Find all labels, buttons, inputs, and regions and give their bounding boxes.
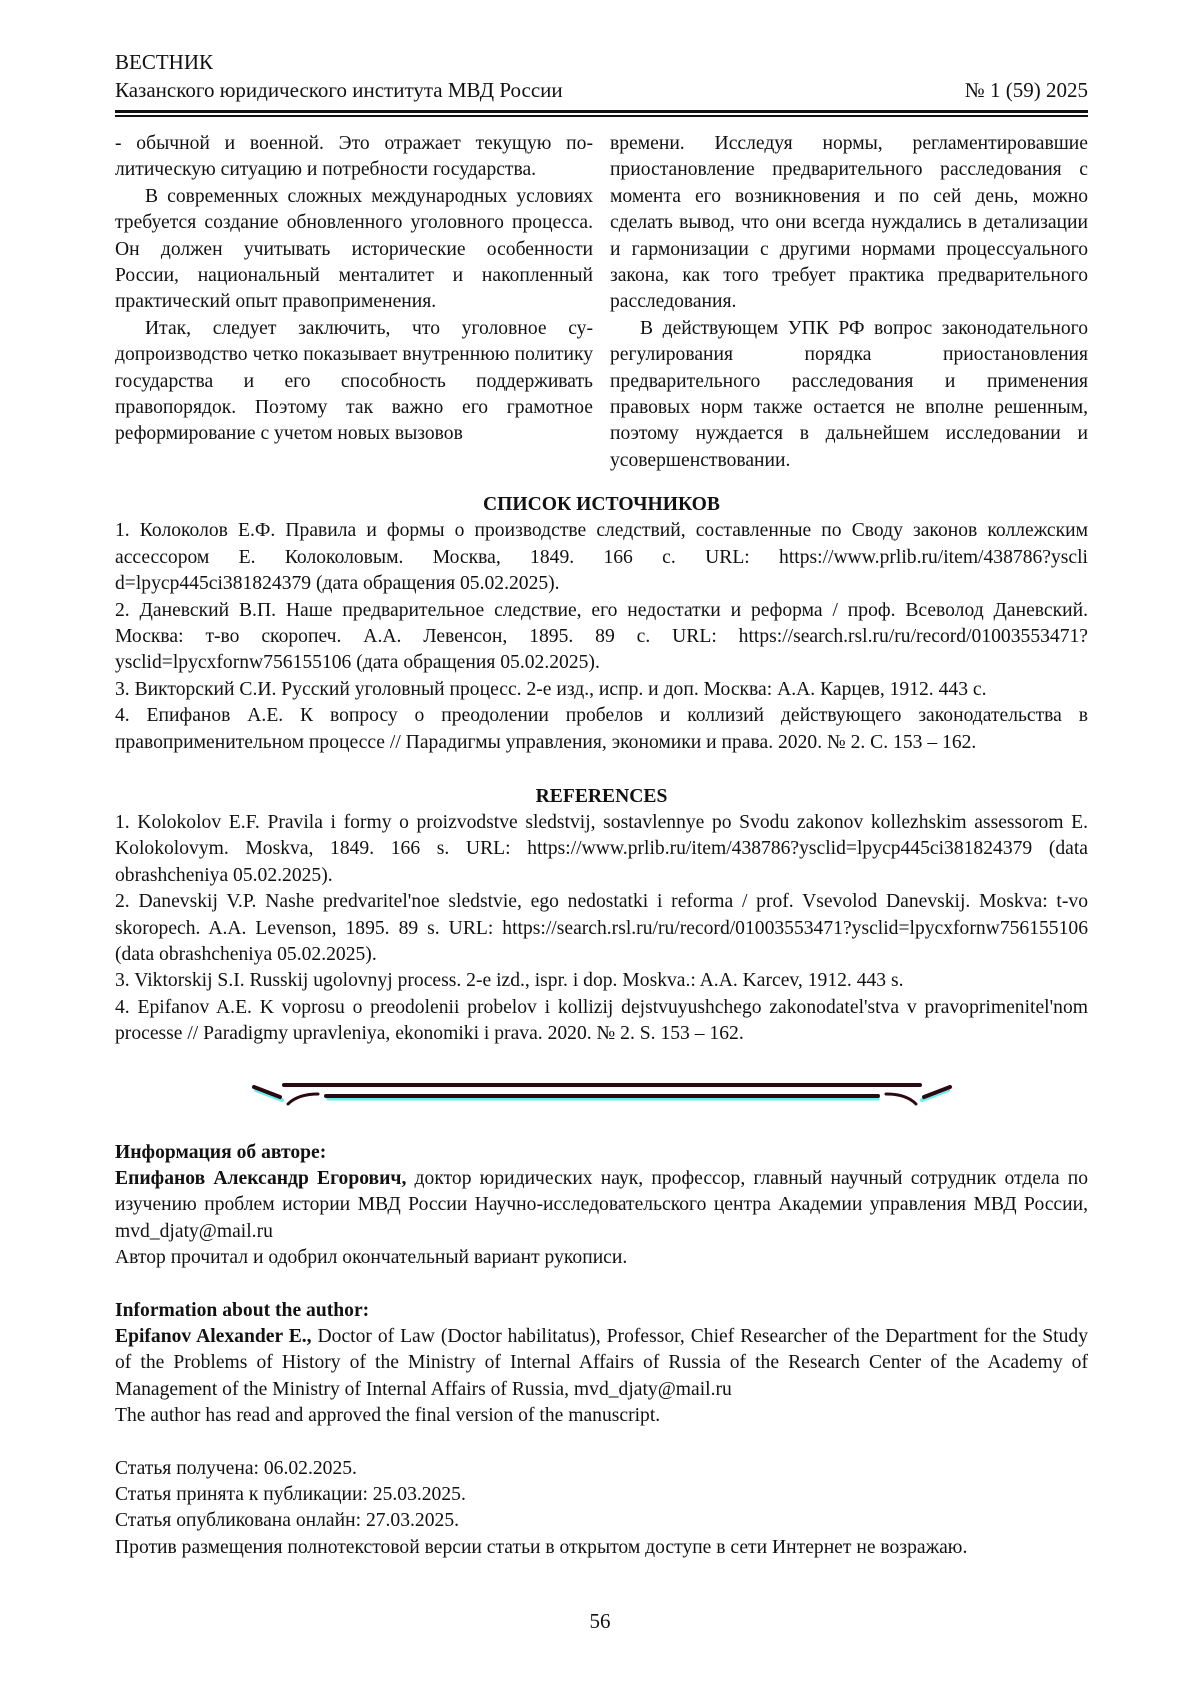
source-item: 3. Викторский С.И. Русский уголовный процесс. 2-е изд., испр. и доп. Москва: А.А. Карцев, 1912. 443 с. bbox=[115, 678, 987, 700]
author-info-heading: Информация об авторе: bbox=[115, 1141, 327, 1163]
author-details: Doctor of Law (Doctor habilitatus), Professor, Chief Researcher of the Department for the Study of the Problems of History of the Ministry of Internal Affairs of Russia of the Research Center of the Academy of Management of the Ministry of Internal Affairs of Russia, mvd_djaty@mail.ru bbox=[115, 1326, 1088, 1400]
source-item: 1. Колоколов Е.Ф. Правила и формы о производстве следствий, составленные по Своду законов коллежским ассессором Е. Колоколовым. Москва, 1849. 166 с. URL: https://www.prlib.ru/item/438786?yscli​d=lpycp445ci381824379 (дата обращения 05.02.2025). bbox=[115, 520, 1088, 595]
page-number: 56 bbox=[589, 1609, 611, 1633]
author-info-ru bbox=[115, 1140, 1088, 1272]
date-accepted: Статья принята к публикации: 25.03.2025. bbox=[115, 1484, 466, 1506]
reference-item: 2. Danevskij V.P. Nashe predvaritel'noe sledstvie, ego nedostatki i reforma / prof. Vsevolod Danevskij. Moskva: t-vo skoropech. A.A. Levenson, 1895. 89 s. URL: https://search.rsl.ru/ru/record/01003553471?yscli​d=lpycxfornw756155106 (data obrashcheniya 05.02.2025). bbox=[115, 891, 1088, 965]
sources-heading: СПИСОК ИСТОЧНИКОВ bbox=[483, 494, 720, 516]
sources-list bbox=[115, 518, 1088, 756]
date-received: Статья получена: 06.02.2025. bbox=[115, 1457, 357, 1479]
date-published: Статья опубликована онлайн: 27.03.2025. bbox=[115, 1510, 460, 1532]
reference-item: 3. Viktorskij S.I. Russkij ugolovnyj process. 2-e izd., ispr. i dop. Moskva.: A.A. Karcev, 1912. 443 s. bbox=[115, 970, 904, 992]
author-approval: Автор прочитал и одобрил окончательный вариант рукописи. bbox=[115, 1247, 628, 1269]
right-column bbox=[610, 131, 1088, 474]
source-item: 4. Епифанов А.Е. К вопросу о преодолении пробелов и коллизий действующего законодательства в правоприменительном процессе // Парадигмы управления, экономики и права. 2020. № 2. С. 153 – 162. bbox=[115, 705, 1088, 753]
reference-item: 1. Kolokolov E.F. Pravila i formy o proizvodstve sledstvij, sostavlennye po Svodu zakonov kollezhskim assessorom E. Kolokolovym. Moskva, 1849. 166 s. URL: https://www.prlib.ru/item/438786?ysclid=lpycp44​5ci381824379 (data obrashcheniya 05.02.2025). bbox=[115, 811, 1088, 886]
paragraph: Итак, следует заключить, что уголовное судопроизводство четко показывает внутреннюю политику государства и его способность поддерживать правопорядок. Поэтому так важно его грамотное реформирование с учетом новых вызовов bbox=[115, 317, 593, 445]
paragraph: - обычной и военной. Это отражает текущую политическую ситуацию и потребности государства. bbox=[115, 133, 593, 181]
author-approval: The author has read and approved the final version of the manuscript. bbox=[115, 1405, 661, 1427]
ornamental-divider bbox=[242, 1070, 962, 1110]
running-header bbox=[115, 76, 1088, 104]
article-dates bbox=[115, 1456, 1088, 1562]
body-columns bbox=[115, 131, 1088, 474]
author-details: доктор юридических наук, профессор, главный научный сотрудник отдела по изучению проблем истории МВД России Научно-исследовательского центра Академии управления МВД России, mvd_djaty@mail.ru bbox=[115, 1168, 1088, 1242]
source-item: 2. Даневский В.П. Наше предварительное следствие, его недостатки и реформа / проф. Всеволод Даневский. Москва: т-во скоропеч. А.А. Левенсон, 1895. 89 с. URL: https://search.rsl.ru/ru/record/01003553​471?ysclid=lpycxfornw756155106 (дата обращения 05.02.2025). bbox=[115, 599, 1088, 674]
references-list bbox=[115, 810, 1088, 1048]
paragraph: В действующем УПК РФ вопрос законодательного регулирования порядка приостановления предварительного расследования и применения правовых норм также остается не вполне решенным, поэтому нуждается в дальнейшем исследовании и усовершенствовании. bbox=[610, 317, 1088, 471]
page bbox=[115, 48, 1088, 1561]
journal-title-line2: Казанского юридического института МВД России bbox=[115, 78, 563, 102]
paragraph: В современных сложных международных условиях требуется создание обновленного уголовного процесса. Он должен учитывать исторические особенности России, национальный менталитет и накопленный практический опыт правоприменения. bbox=[115, 185, 593, 313]
header-rule bbox=[115, 110, 1088, 117]
references-heading: REFERENCES bbox=[535, 785, 668, 807]
open-access-consent: Против размещения полнотекстовой версии статьи в открытом доступе в сети Интернет не возражаю. bbox=[115, 1536, 968, 1558]
author-name: Epifanov Alexander E., bbox=[115, 1326, 312, 1348]
journal-title-line1: ВЕСТНИК bbox=[115, 50, 214, 74]
paragraph: времени. Исследуя нормы, регламентировавшие приостановление предварительного расследования с момента его возникновения и по сей день, можно сделать вывод, что они всегда нуждались в детализации и гармонизации с другими нормами процессуального закона, как того требует практика предварительного расследования. bbox=[610, 133, 1088, 313]
reference-item: 4. Epifanov A.E. K voprosu o preodolenii probelov i kollizij dejstvuyushchego zakonodatel'stva v pravoprimenitel'nom processe // Paradigmy upravleniya, ekonomiki i prava. 2020. № 2. S. 153 – 162. bbox=[115, 996, 1088, 1045]
author-info-en bbox=[115, 1298, 1088, 1430]
author-info-heading: Information about the author: bbox=[115, 1299, 370, 1321]
issue-number: № 1 (59) 2025 bbox=[964, 78, 1088, 102]
left-column bbox=[115, 131, 593, 474]
author-name: Епифанов Александр Егорович, bbox=[115, 1168, 407, 1189]
